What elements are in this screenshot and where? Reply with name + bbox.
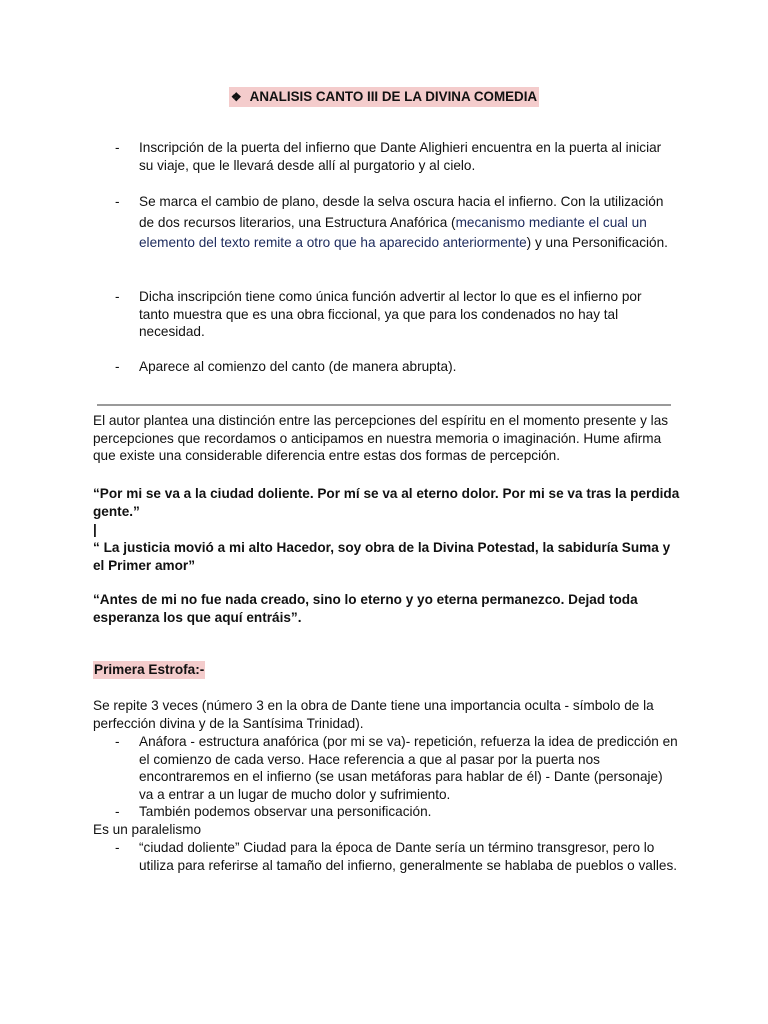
bullet-dash: - [115, 140, 120, 155]
horizontal-divider [97, 404, 671, 406]
document-title-text: ANALISIS CANTO III DE LA DIVINA COMEDIA [249, 89, 538, 104]
sub-bullet-text: Anáfora - estructura anafórica (por mi se va)- repetición, refuerza la idea de predicción en el comienzo de cada verso. Hace referencia a que al pasar por la puerta nos encontraremos en el infierno (se usan metáforas para hablar de él) - Dante (personaje) va a entrar a un lugar de mucho dolor y sufrimiento. [139, 734, 678, 802]
bullet-dash: - [115, 194, 120, 209]
sub-bullet-item [115, 733, 680, 803]
bullet-text: Aparece al comienzo del canto (de manera abrupta). [139, 359, 457, 374]
text-cursor-bar: | [93, 522, 97, 537]
bullet-item [115, 288, 675, 341]
sub-bullet-item [115, 839, 680, 874]
title-block [0, 87, 768, 107]
bullet-dash: - [115, 359, 120, 374]
bullet-dash: - [115, 840, 120, 855]
bullet-text-definition: mecanismo mediante el cual un elemento del texto remite a otro que ha aparecido anteriormente [139, 214, 647, 250]
bullet-item [115, 192, 675, 254]
sub-bullet-text: “ciudad doliente” Ciudad para la época de Dante sería un término transgresor, pero lo utiliza para referirse al tamaño del infierno, generalmente se hablaba de pueblos o valles. [139, 840, 678, 873]
document-title [229, 87, 539, 107]
bullet-item [115, 358, 675, 376]
intro-paragraph: El autor plantea una distinción entre las percepciones del espíritu en el momento presente y las percepciones que recordamos o anticipamos en nuestra memoria o imaginación. Hume afirma que existe una considerable diferencia entre estas dos formas de percepción. [93, 413, 669, 464]
quote-2: “ La justicia movió a mi alto Hacedor, soy obra de la Divina Potestad, la sabiduría Suma y el Primer amor” [93, 540, 671, 573]
section-heading: Primera Estrofa:- [94, 662, 205, 677]
section-heading-wrap [93, 661, 683, 679]
sub-bullet-item [115, 803, 680, 821]
bullet-text-before: Se marca el cambio de plano, desde la selva oscura hacia el infierno. Con la utilización de dos recursos literarios, una Estructura Anafórica ( [139, 194, 664, 230]
bullet-text: Inscripción de la puerta del infierno que Dante Alighieri encuentra en la puerta al iniciar su viaje, que le llevará desde allí al purgatorio y al cielo. [139, 140, 662, 173]
bullet-text [139, 192, 675, 254]
quote-3: “Antes de mi no fue nada creado, sino lo eterno y yo eterna permanezco. Dejad toda esperanza los que aquí entráis”. [93, 592, 638, 625]
diamond-bullet-icon: ❖ [230, 90, 242, 104]
bullet-text-after: ) y una Personificación. [526, 235, 668, 250]
bullet-text: Dicha inscripción tiene como única función advertir al lector lo que es el infierno por tanto muestra que es una obra ficcional, ya que para los condenados no hay tal necesidad. [139, 289, 642, 339]
bullet-item [115, 139, 675, 174]
bullet-dash: - [115, 289, 120, 304]
paralelismo-line: Es un paralelismo [93, 822, 202, 837]
quote-1: “Por mi se va a la ciudad doliente. Por mí se va al eterno dolor. Por mi se va tras la perdida gente.” [93, 486, 680, 519]
sub-bullet-text: También podemos observar una personificación. [139, 804, 432, 819]
bullet-dash: - [115, 734, 120, 749]
section-intro: Se repite 3 veces (número 3 en la obra de Dante tiene una importancia oculta - símbolo de la perfección divina y de la Santísima Trinidad). [93, 698, 654, 731]
bullet-dash: - [115, 804, 120, 819]
